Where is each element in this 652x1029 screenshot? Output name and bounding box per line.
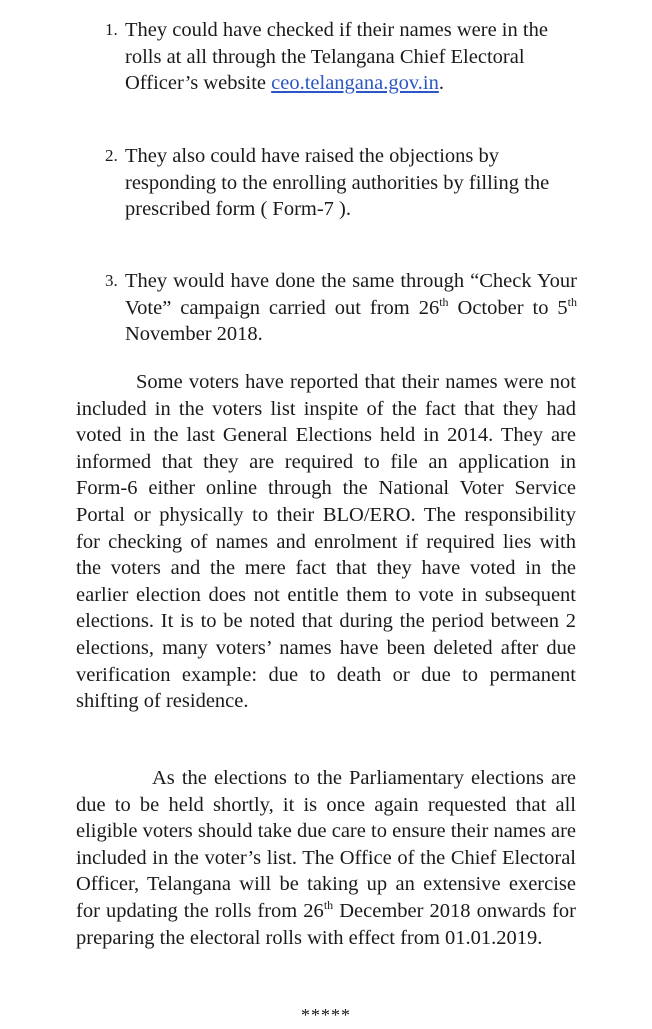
list-text: They could have checked if their names were in the rolls at all through the Telangana Chief Electoral Officer’s website [125, 19, 548, 95]
ordinal-suffix: th [439, 294, 449, 309]
paragraph-parliamentary-elections [76, 765, 576, 951]
list-text: November 2018. [125, 323, 263, 346]
list-item-text: They also could have raised the objections by responding to the enrolling authorities by filling the prescribed form ( Form-7 ). [125, 145, 550, 221]
ceo-website-link[interactable]: ceo.telangana.gov.in [271, 72, 439, 95]
list-item-3 [105, 268, 577, 348]
list-text: They would have done the same through “Check Your Vote” campaign carried out from 26 [125, 270, 577, 319]
list-item-2 [105, 143, 577, 223]
list-text: October to 5 [448, 296, 568, 319]
end-mark: ***** [301, 1005, 351, 1025]
paragraph-text: December 2018 onwards for preparing the electoral rolls with effect from 01.01.2019. [76, 899, 576, 949]
list-text-end: . [438, 72, 444, 95]
list-item-text [125, 17, 577, 97]
list-number: 1. [105, 20, 118, 39]
paragraph-voters-list: Some voters have reported that their names were not included in the voters list inspite of the fact that they had voted in the last General Elections held in 2014. They are informed that they are required to file an application in Form-6 either online through the National Voter Service Portal or physically to their BLO/ERO. The responsibility for checking of names and enrolment if required lies with the voters and the mere fact that they have voted in the earlier election does not entitle them to vote in subsequent elections. It is to be noted that during the period between 2 elections, many voters’ names have been deleted after due verification example: due to death or due to permanent shifting of residence. [76, 371, 576, 713]
list-number: 2. [105, 146, 118, 165]
ordinal-suffix: th [323, 897, 334, 912]
list-item-text [125, 268, 577, 348]
list-item-1 [105, 17, 577, 97]
ordinal-suffix: th [567, 294, 577, 309]
list-number: 3. [105, 271, 118, 290]
paragraph-text: As the elections to the Parliamentary elections are due to be held shortly, it is once again requested that all eligible voters should take due care to ensure their names are included in the voter’s list. The Office of the Chief Electoral Officer, Telangana will be taking up an extensive exercise for updating the rolls from 26 [76, 767, 576, 922]
